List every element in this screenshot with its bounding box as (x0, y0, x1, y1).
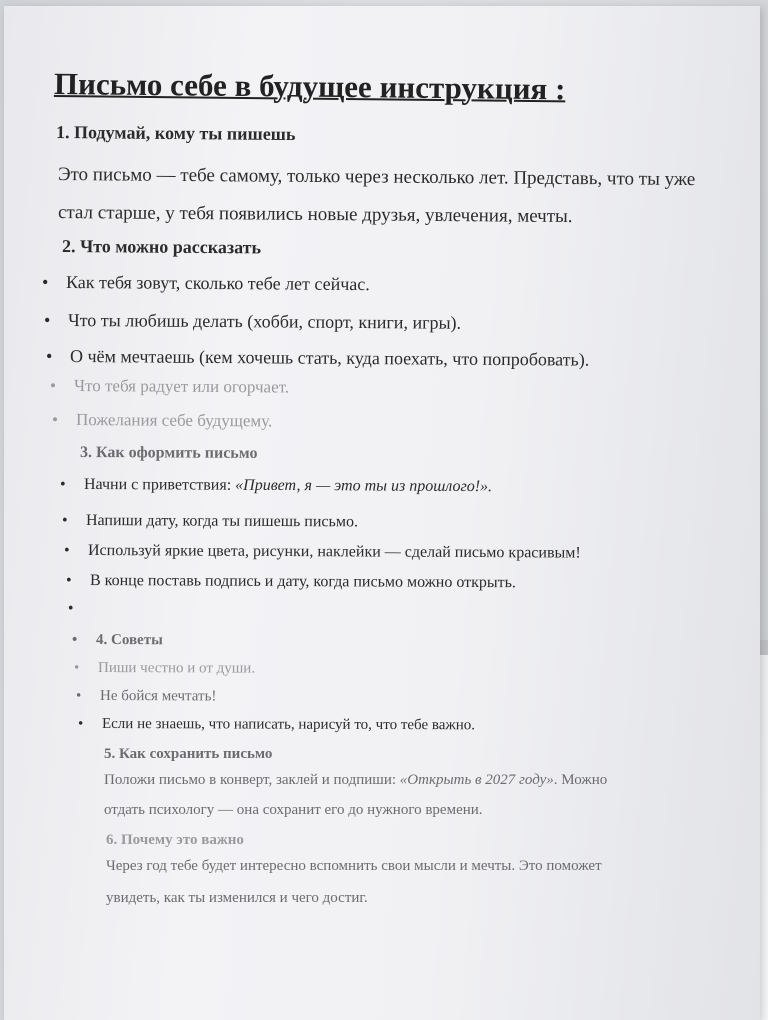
section3-heading: 3. Как оформить письмо (79, 444, 258, 462)
section5-line2: отдать психологу — она сохранит его до нужного времени. (104, 802, 483, 818)
section1-paragraph-line2: стал старше, у тебя появились новые друзья, увлечения, мечты. (57, 202, 573, 228)
section3-item-3: • Используй яркие цвета, рисунки, наклейки — сделай письмо красивым! (88, 542, 581, 563)
section3-item-4: • В конце поставь подпись и дату, когда письмо можно открыть. (90, 572, 516, 592)
section2-item-4: • Что тебя радует или огорчает. (74, 376, 289, 398)
section5-line1-suffix: . Можно (553, 772, 608, 788)
section2-item-2: • Что ты любишь делать (хобби, спорт, книги, игры). (68, 310, 461, 334)
section5-line1 (104, 772, 607, 789)
section3-item-1 (84, 476, 492, 496)
section4-item-2: • Не бойся мечтать! (100, 688, 216, 705)
section3-item-1-prefix: Начни с приветствия: (83, 476, 236, 494)
section6-line2: увидеть, как ты изменился и чего достиг. (106, 890, 368, 906)
section2-heading: 2. Что можно рассказать (61, 236, 262, 258)
section5-line1-quote: «Открыть в 2027 году» (399, 772, 554, 788)
section2-item-5: • Пожелания себе будущему. (76, 410, 272, 431)
section1-paragraph-line1: Это письмо — тебе самому, только через несколько лет. Представь, что ты уже (57, 164, 696, 191)
section2-item-1: • Как тебя зовут, сколько тебе лет сейчас. (66, 272, 370, 295)
section5-line1-prefix: Положи письмо в конверт, заклей и подпиши: (104, 772, 400, 788)
section5-heading: 5. Как сохранить письмо (104, 746, 273, 762)
section3-item-2: • Напиши дату, когда ты пишешь письмо. (86, 512, 358, 531)
section4-item-3: • Если не знаешь, что написать, нарисуй то, что тебе важно. (102, 716, 475, 734)
instruction-document (4, 6, 760, 1020)
document-title: Письмо себе в будущее инструкция : (53, 66, 566, 107)
section6-line1: Через год тебе будет интересно вспомнить свои мысли и мечты. Это поможет (106, 858, 602, 874)
section3-item-1-quote: «Привет, я — это ты из прошлого!». (235, 476, 493, 496)
section2-item-3: • О чём мечтаешь (кем хочешь стать, куда поехать, что попробовать). (70, 346, 589, 371)
section4-heading: • 4. Советы (96, 632, 163, 649)
paper-sheet (4, 6, 760, 1020)
section6-heading: 6. Почему это важно (106, 832, 244, 848)
section4-item-1: • Пиши честно и от души. (98, 660, 255, 678)
section1-heading: 1. Подумай, кому ты пишешь (55, 122, 296, 145)
